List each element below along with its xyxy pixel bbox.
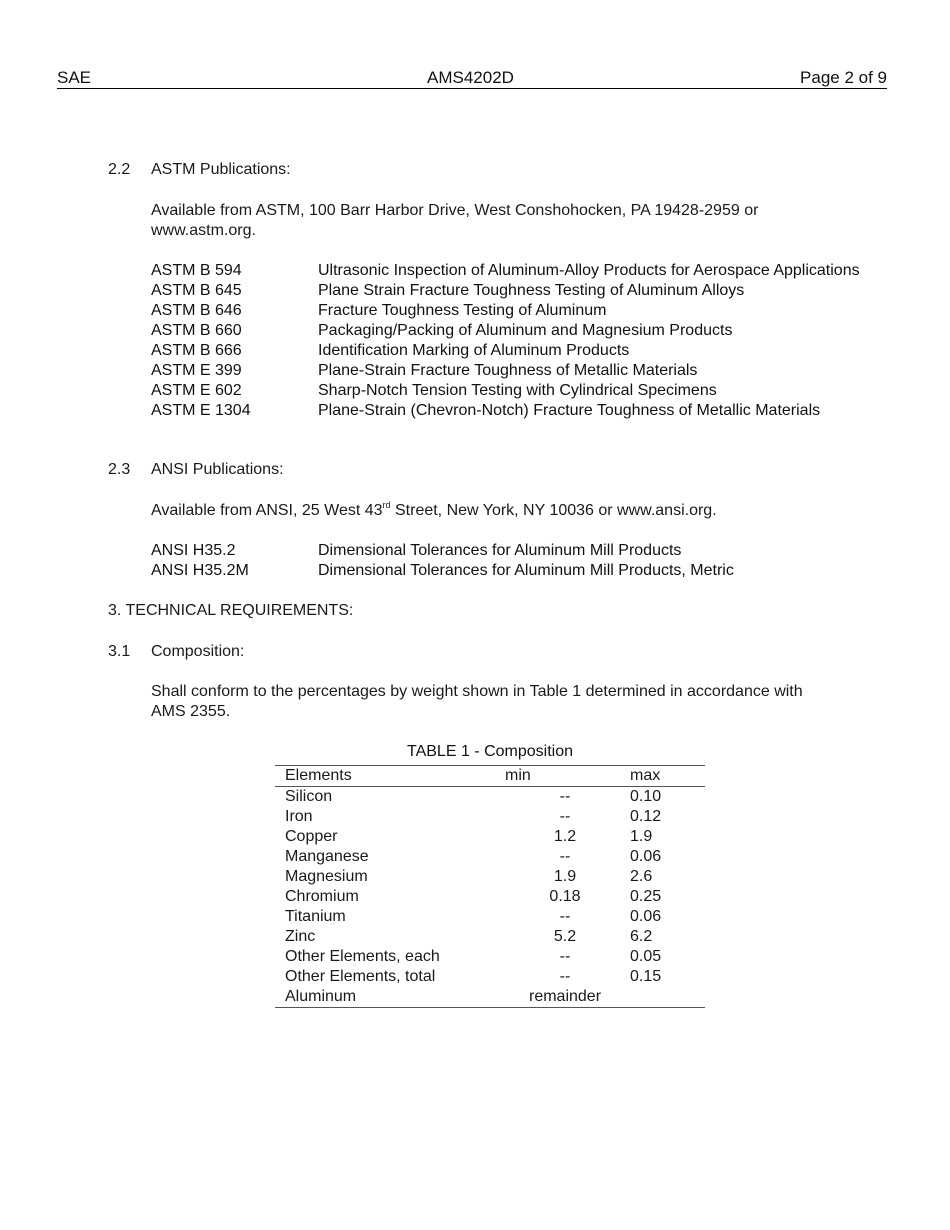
reference-title: Plane Strain Fracture Toughness Testing of Aluminum Alloys <box>318 282 745 299</box>
reference-entry <box>151 341 878 361</box>
min-value: remainder <box>505 987 625 1008</box>
header-doc-number: AMS4202D <box>427 68 514 87</box>
min-value: 1.9 <box>553 868 577 885</box>
element-name: Magnesium <box>285 868 368 885</box>
reference-title: Packaging/Packing of Aluminum and Magnesium Products <box>318 322 733 339</box>
reference-entry <box>151 361 878 381</box>
table-title: TABLE 1 - Composition <box>407 743 573 760</box>
min-value: 5.2 <box>553 928 577 945</box>
composition-table <box>275 765 705 1008</box>
element-name: Iron <box>285 808 313 825</box>
ansi-availability: Available from ANSI, 25 West 43rd Street, New York, NY 10036 or www.ansi.org. <box>151 500 717 519</box>
min-value: -- <box>559 908 571 925</box>
table-row <box>275 827 705 847</box>
reference-entry <box>151 561 878 581</box>
max-value: 0.25 <box>630 888 662 905</box>
table-row <box>275 867 705 887</box>
min-value: -- <box>559 808 571 825</box>
column-header-elements: Elements <box>275 766 505 787</box>
reference-title: Dimensional Tolerances for Aluminum Mill Products, Metric <box>318 562 734 579</box>
header-page-number: Page 2 of 9 <box>800 68 887 87</box>
table-row <box>275 787 705 808</box>
min-value: -- <box>559 968 571 985</box>
element-name: Copper <box>285 828 338 845</box>
reference-entry <box>151 541 878 561</box>
section-title: ANSI Publications: <box>151 461 284 478</box>
ansi-reference-list <box>151 541 878 581</box>
reference-entry <box>151 401 878 421</box>
reference-code: ANSI H35.2 <box>151 542 236 559</box>
reference-title: Dimensional Tolerances for Aluminum Mill Products <box>318 542 682 559</box>
reference-code: ASTM B 594 <box>151 262 242 279</box>
reference-entry <box>151 321 878 341</box>
section-number: 3.1 <box>108 643 131 660</box>
max-value: 2.6 <box>630 868 653 885</box>
reference-code: ASTM B 660 <box>151 322 242 339</box>
element-name: Silicon <box>285 788 333 805</box>
min-value: -- <box>559 948 571 965</box>
element-name: Chromium <box>285 888 359 905</box>
composition-text-line: Shall conform to the percentages by weight shown in Table 1 determined in accordance with <box>151 683 803 700</box>
reference-title: Plane-Strain Fracture Toughness of Metallic Materials <box>318 362 698 379</box>
max-value: 6.2 <box>630 928 653 945</box>
table-row <box>275 887 705 907</box>
max-value: 1.9 <box>630 828 653 845</box>
ordinal-suffix: rd <box>382 500 391 510</box>
column-header-min: min <box>505 766 625 787</box>
element-name: Titanium <box>285 908 346 925</box>
reference-entry <box>151 301 878 321</box>
reference-code: ASTM B 646 <box>151 302 242 319</box>
table-row <box>275 987 705 1008</box>
element-name: Other Elements, each <box>285 948 440 965</box>
reference-title: Ultrasonic Inspection of Aluminum-Alloy Products for Aerospace Applications <box>318 262 860 279</box>
reference-title: Sharp-Notch Tension Testing with Cylindrical Specimens <box>318 382 717 399</box>
min-value: -- <box>559 848 571 865</box>
max-value <box>625 987 705 1008</box>
astm-reference-list <box>151 261 878 421</box>
element-name: Zinc <box>285 928 316 945</box>
min-value: -- <box>559 788 571 805</box>
reference-title: Plane-Strain (Chevron-Notch) Fracture Toughness of Metallic Materials <box>318 402 821 419</box>
max-value: 0.06 <box>630 848 662 865</box>
reference-code: ASTM E 399 <box>151 362 242 379</box>
element-name: Other Elements, total <box>285 968 436 985</box>
astm-availability-line: Available from ASTM, 100 Barr Harbor Drive, West Conshohocken, PA 19428-2959 or <box>151 202 759 219</box>
reference-entry <box>151 381 878 401</box>
table-header-row <box>275 766 705 787</box>
reference-code: ASTM E 602 <box>151 382 242 399</box>
section-number: 2.2 <box>108 161 131 178</box>
table-row <box>275 847 705 867</box>
max-value: 0.05 <box>630 948 662 965</box>
column-header-max: max <box>625 766 705 787</box>
technical-requirements-heading: 3. TECHNICAL REQUIREMENTS: <box>108 602 354 619</box>
composition-text-line: AMS 2355. <box>151 703 231 720</box>
table-row <box>275 947 705 967</box>
reference-code: ASTM E 1304 <box>151 402 251 419</box>
header-org: SAE <box>57 68 92 87</box>
reference-title: Fracture Toughness Testing of Aluminum <box>318 302 607 319</box>
section-title: ASTM Publications: <box>151 161 291 178</box>
min-value: 0.18 <box>549 888 581 905</box>
reference-code: ANSI H35.2M <box>151 562 249 579</box>
reference-entry <box>151 261 878 281</box>
section-number: 2.3 <box>108 461 131 478</box>
reference-entry <box>151 281 878 301</box>
page-header <box>57 68 887 89</box>
composition-text <box>151 682 871 722</box>
reference-title: Identification Marking of Aluminum Products <box>318 342 630 359</box>
table-row <box>275 967 705 987</box>
element-name: Aluminum <box>275 987 505 1008</box>
table-row <box>275 907 705 927</box>
astm-availability-line: www.astm.org. <box>151 222 256 239</box>
element-name: Manganese <box>285 848 369 865</box>
max-value: 0.10 <box>630 788 662 805</box>
astm-availability <box>151 201 871 241</box>
section-title: Composition: <box>151 643 245 660</box>
table-row <box>275 807 705 827</box>
reference-code: ASTM B 645 <box>151 282 242 299</box>
min-value: 1.2 <box>553 828 577 845</box>
reference-code: ASTM B 666 <box>151 342 242 359</box>
table-row <box>275 927 705 947</box>
max-value: 0.12 <box>630 808 662 825</box>
max-value: 0.15 <box>630 968 662 985</box>
max-value: 0.06 <box>630 908 662 925</box>
